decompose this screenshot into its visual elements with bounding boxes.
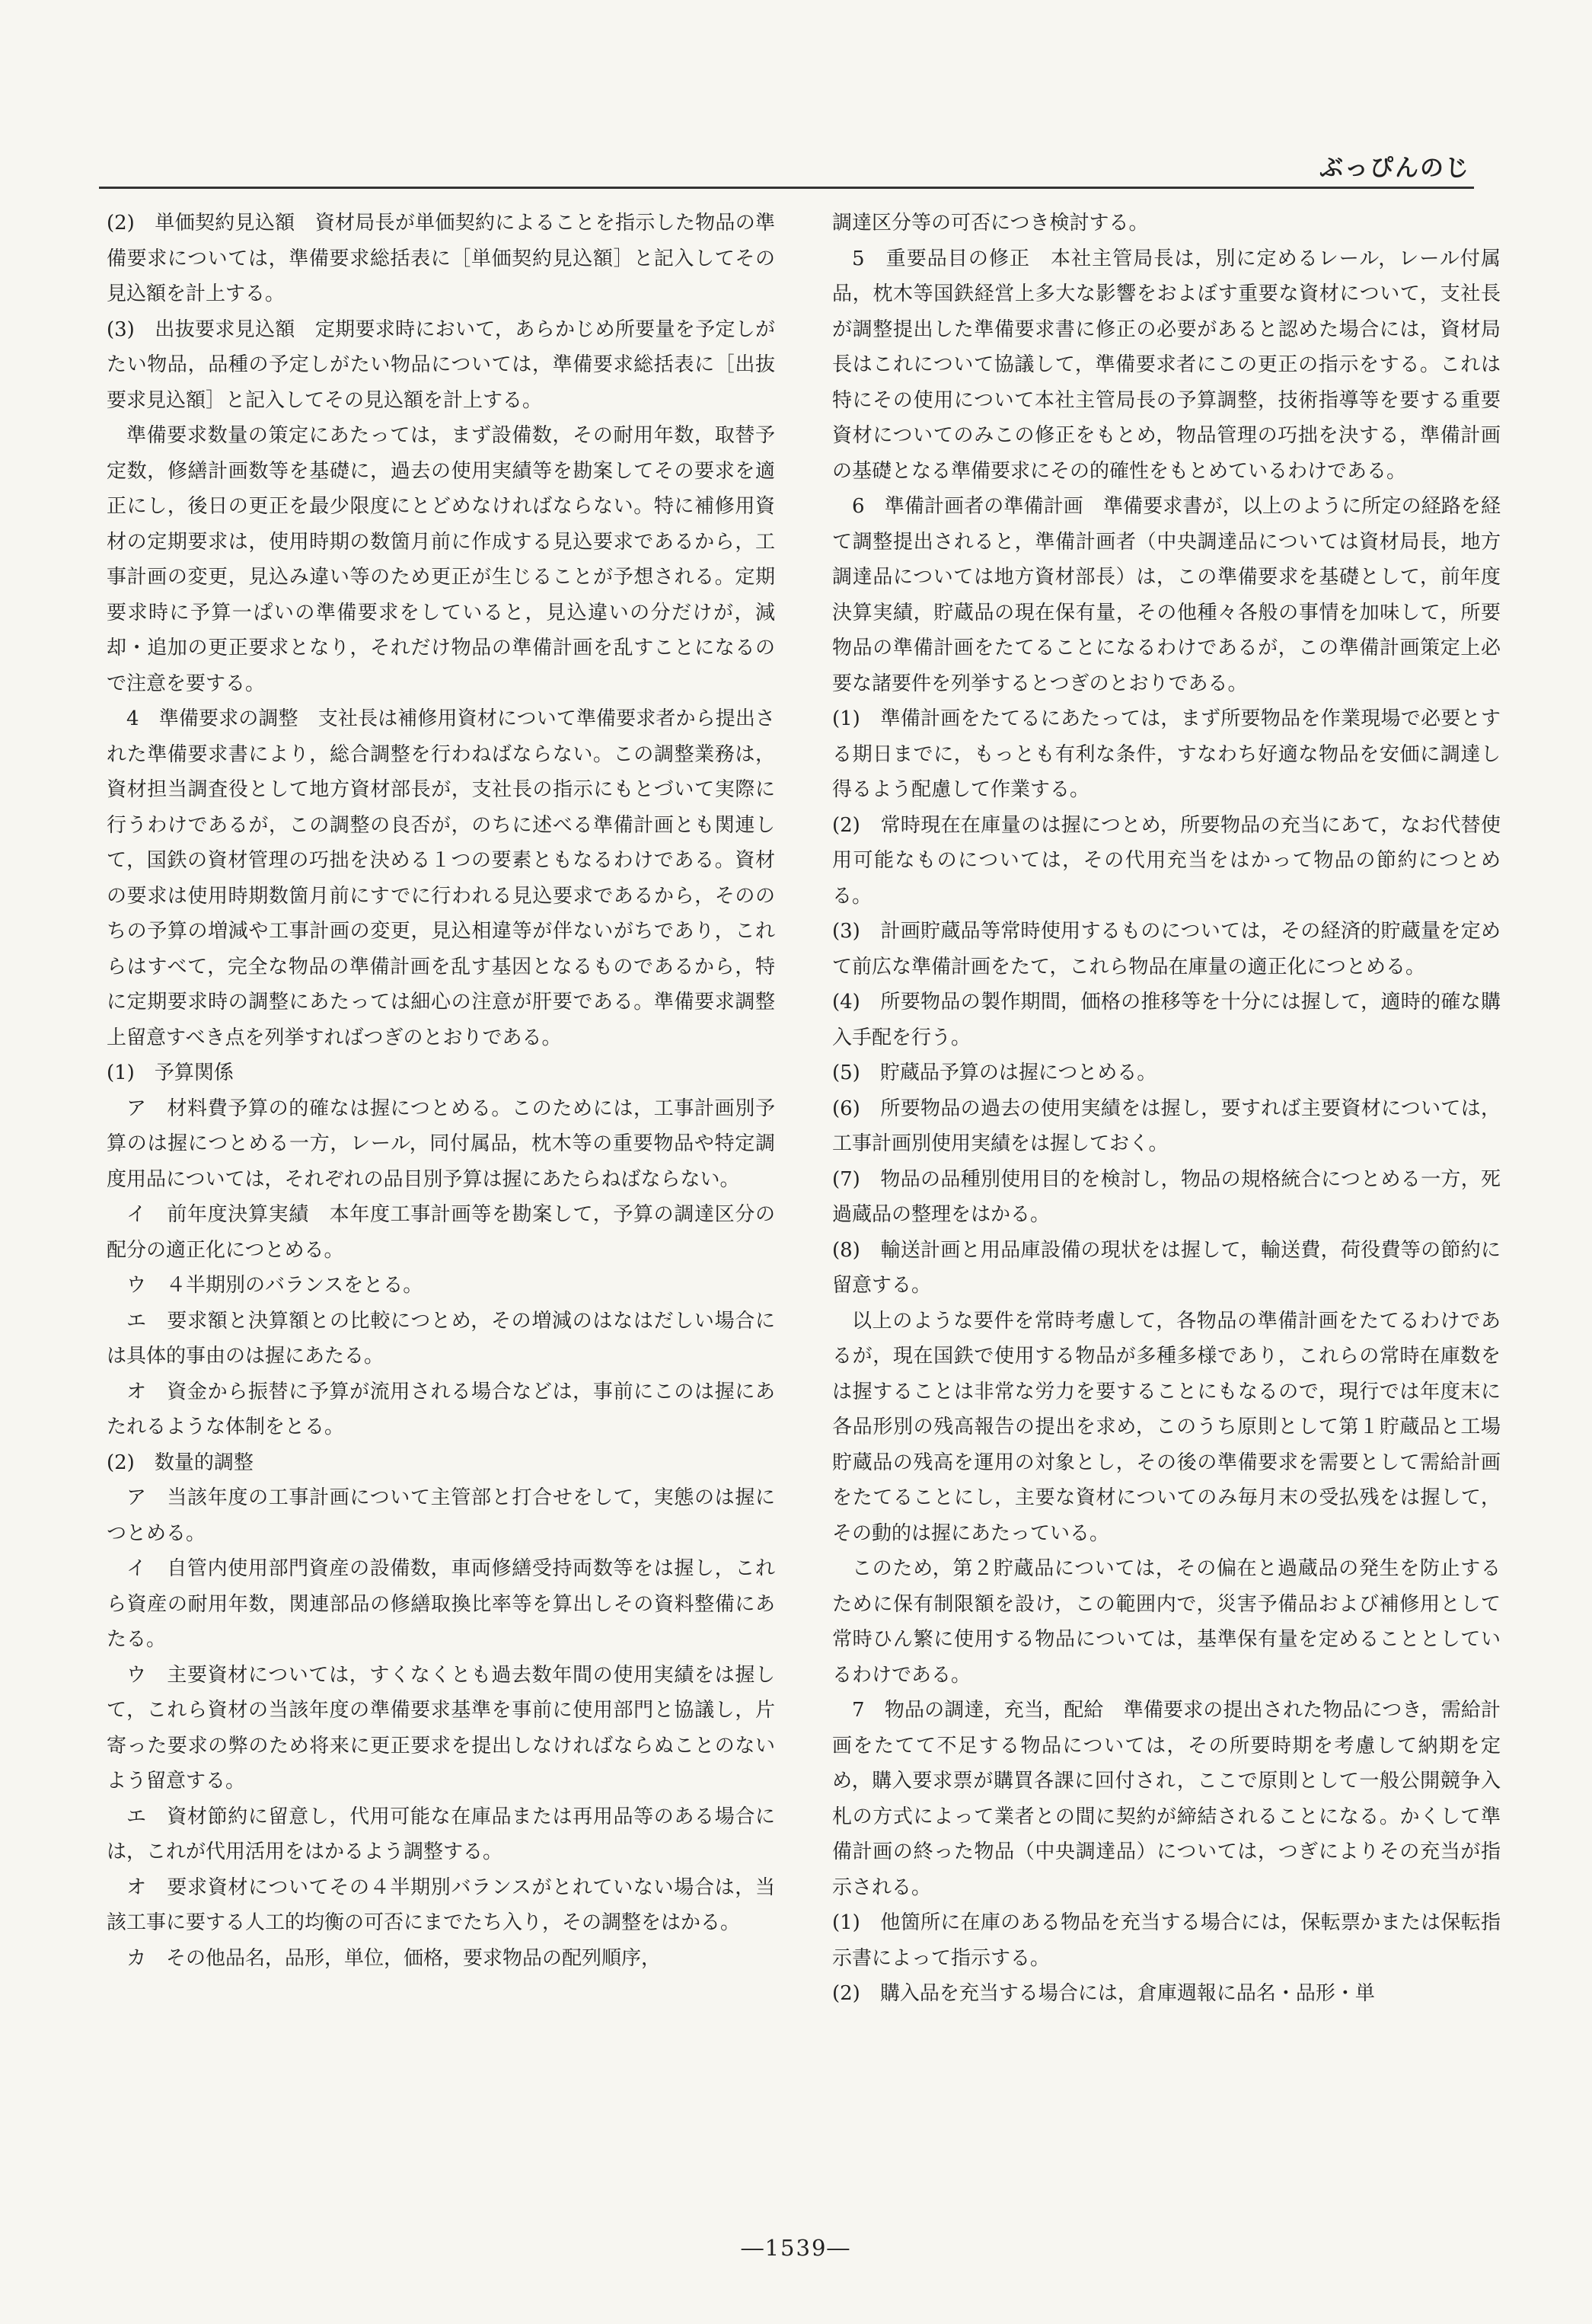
list-item: (6) 所要物品の過去の使用実績をは握し，要すれば主要資材については，工事計画別使用実績をは握しておく。 (832, 1097, 1501, 1155)
list-item: (3) 計画貯蔵品等常時使用するものについては，その経済的貯蔵量を定めて前広な準備計画をたて，これら物品在庫量の適正化につとめる。 (832, 920, 1501, 978)
list-item: ウ ４半期別のバランスをとる。 (126, 1274, 423, 1297)
list-item: (1) 他箇所に在庫のある物品を充当する場合には，保転票かまたは保転指示書によって指示する。 (832, 1911, 1501, 1970)
list-item: (2) 常時現在在庫量のは握につとめ，所要物品の充当にあて，なお代替使用可能なものについては，その代用充当をはかって物品の節約につとめる。 (832, 813, 1501, 908)
left-column (107, 206, 775, 1976)
paragraph: (3) 出抜要求見込額 定期要求時において，あらかじめ所要量を予定しがたい物品，品種の予定しがたい物品については，準備要求総括表に［出抜要求見込額］と記入してその見込額を計上する。 (107, 318, 775, 412)
list-item: イ 自管内使用部門資産の設備数，車両修繕受持両数等をは握し，これら資産の耐用年数，関連部品の修繕取換比率等を算出しその資料整備にあたる。 (107, 1557, 775, 1651)
list-item: オ 要求資材についてその４半期別バランスがとれていない場合は，当該工事に要する人工的均衡の可否にまでたち入り，その調整をはかる。 (107, 1875, 775, 1934)
paragraph: (2) 単価契約見込額 資材局長が単価契約によることを指示した物品の準備要求については，準備要求総括表に［単価契約見込額］と記入してその見込額を計上する。 (107, 212, 775, 305)
list-item: イ 前年度決算実績 本年度工事計画等を勘案して，予算の調達区分の配分の適正化につとめる。 (107, 1203, 775, 1262)
paragraph: 調達区分等の可否につき検討する。 (832, 212, 1149, 235)
list-item: ウ 主要資材については，すくなくとも過去数年間の使用実績をは握して，これら資材の当該年度の準備要求基準を事前に使用部門と協議し，片寄った要求の弊のため将来に更正要求を提出しなければならぬことのないよう留意する。 (107, 1663, 775, 1792)
list-item: (4) 所要物品の製作期間，価格の推移等を十分には握して，適時的確な購入手配を行う。 (832, 991, 1501, 1049)
list-item: (5) 貯蔵品予算のは握につとめる。 (832, 1061, 1157, 1084)
list-item: エ 要求額と決算額との比較につとめ，その増減のはなはだしい場合には具体的事由のは握にあたる。 (107, 1309, 775, 1368)
paragraph: このため，第２貯蔵品については，その偏在と過蔵品の発生を防止するために保有制限額を設け，この範囲内で，災害予備品および補修用として常時ひん繁に使用する物品については，基準保有量を定めることとしているわけである。 (832, 1557, 1501, 1687)
section-5-paragraph: 5 重要品目の修正 本社主管局長は，別に定めるレール，レール付属品，枕木等国鉄経営上多大な影響をおよぼす重要な資材について，支社長が調整提出した準備要求書に修正の必要があると認めた場合には，資材局長はこれについて協議して，準備要求者にこの更正の指示をする。これは特にその使用について本社主管局長の予算調整，技術指導等を要する重要資材についてのみこの修正をもとめ，物品管理の巧拙を決する，準備計画の基礎となる準備要求にその的確性をもとめているわけである。 (832, 247, 1501, 483)
list-item: ア 材料費予算の的確なは握につとめる。このためには，工事計画別予算のは握につとめる一方，レール，同付属品，枕木等の重要物品や特定調度用品については，それぞれの品目別予算は握にあたらねばならない。 (107, 1097, 775, 1191)
page-number: ―1539― (741, 2235, 851, 2261)
list-item: エ 資材節約に留意し，代用可能な在庫品または再用品等のある場合には，これが代用活用をはかるよう調整する。 (107, 1805, 775, 1863)
list-item: オ 資金から振替に予算が流用される場合などは，事前にこのは握にあたれるような体制をとる。 (107, 1380, 775, 1438)
list-item: (2) 購入品を充当する場合には，倉庫週報に品名・品形・単 (832, 1982, 1375, 2005)
section-7-paragraph: 7 物品の調達，充当，配給 準備要求の提出された物品につき，需給計画をたてて不足する物品については，その所要時期を考慮して納期を定め，購入要求票が購買各課に回付され，ここで原則として一般公開競争入札の方式によって業者との間に契約が締結されることになる。かくして準備計画の終った物品（中央調達品）については，つぎによりその充当が指示される。 (832, 1699, 1501, 1899)
header-rule (99, 187, 1474, 189)
list-item: カ その他品名，品形，単位，価格，要求物品の配列順序， (126, 1946, 662, 1970)
right-column (832, 206, 1501, 2012)
subheading: (2) 数量的調整 (107, 1451, 254, 1474)
list-item: (1) 準備計画をたてるにあたっては，まず所要物品を作業現場で必要とする期日までに，もっとも有利な条件，すなわち好適な物品を安価に調達し得るよう配慮して作業する。 (832, 707, 1501, 801)
paragraph: 準備要求数量の策定にあたっては，まず設備数，その耐用年数，取替予定数，修繕計画数等を基礎に，過去の使用実績等を勘案してその要求を適正にし，後日の更正を最少限度にとどめなければならない。特に補修用資材の定期要求は，使用時期の数箇月前に作成する見込要求であるから，工事計画の変更，見込み違い等のため更正が生じることが予想される。定期要求時に予算一ぱいの準備要求をしていると，見込違いの分だけが，減却・追加の更正要求となり，それだけ物品の準備計画を乱すことになるので注意を要する。 (107, 424, 775, 695)
list-item: (8) 輸送計画と用品庫設備の現状をは握して，輸送費，荷役費等の節約に留意する。 (832, 1238, 1501, 1297)
running-header: ぶっぴんのじ (1319, 155, 1470, 182)
list-item: ア 当該年度の工事計画について主管部と打合せをして，実態のは握につとめる。 (107, 1486, 775, 1545)
section-4-paragraph: 4 準備要求の調整 支社長は補修用資材について準備要求者から提出された準備要求書により，総合調整を行わねばならない。この調整業務は，資材担当調査役として地方資材部長が，支社長の指示にもとづいて実際に行うわけであるが，この調整の良否が，のちに述べる準備計画とも関連して，国鉄の資材管理の巧拙を決める１つの要素ともなるわけである。資材の要求は使用時期数箇月前にすでに行われる見込要求であるから，そののちの予算の増減や工事計画の変更，見込相違等が伴ないがちであり，これらはすべて，完全な物品の準備計画を乱す基因となるものであるから，特に定期要求時の調整にあたっては細心の注意が肝要である。準備要求調整上留意すべき点を列挙すればつぎのとおりである。 (107, 707, 775, 1049)
paragraph: 以上のような要件を常時考慮して，各物品の準備計画をたてるわけであるが，現在国鉄で使用する物品が多種多様であり，これらの常時在庫数をは握することは非常な労力を要することにもなるので，現行では年度末に各品形別の残高報告の提出を求め，このうち原則として第１貯蔵品と工場貯蔵品の残高を運用の対象とし，その後の準備要求を需要として需給計画をたてることにし，主要な資材についてのみ毎月末の受払残をは握して，その動的は握にあたっている。 (832, 1309, 1501, 1545)
subheading: (1) 予算関係 (107, 1061, 234, 1084)
section-6-paragraph: 6 準備計画者の準備計画 準備要求書が，以上のように所定の経路を経て調整提出されると，準備計画者（中央調達品については資材局長，地方調達品については地方資材部長）は，この準備要求を基礎として，前年度決算実績，貯蔵品の現在保有量，その他種々各般の事情を加味して，所要物品の準備計画をたてることになるわけであるが，この準備計画策定上必要な諸要件を列挙するとつぎのとおりである。 (832, 495, 1501, 695)
list-item: (7) 物品の品種別使用目的を検討し，物品の規格統合につとめる一方，死過蔵品の整理をはかる。 (832, 1167, 1501, 1226)
